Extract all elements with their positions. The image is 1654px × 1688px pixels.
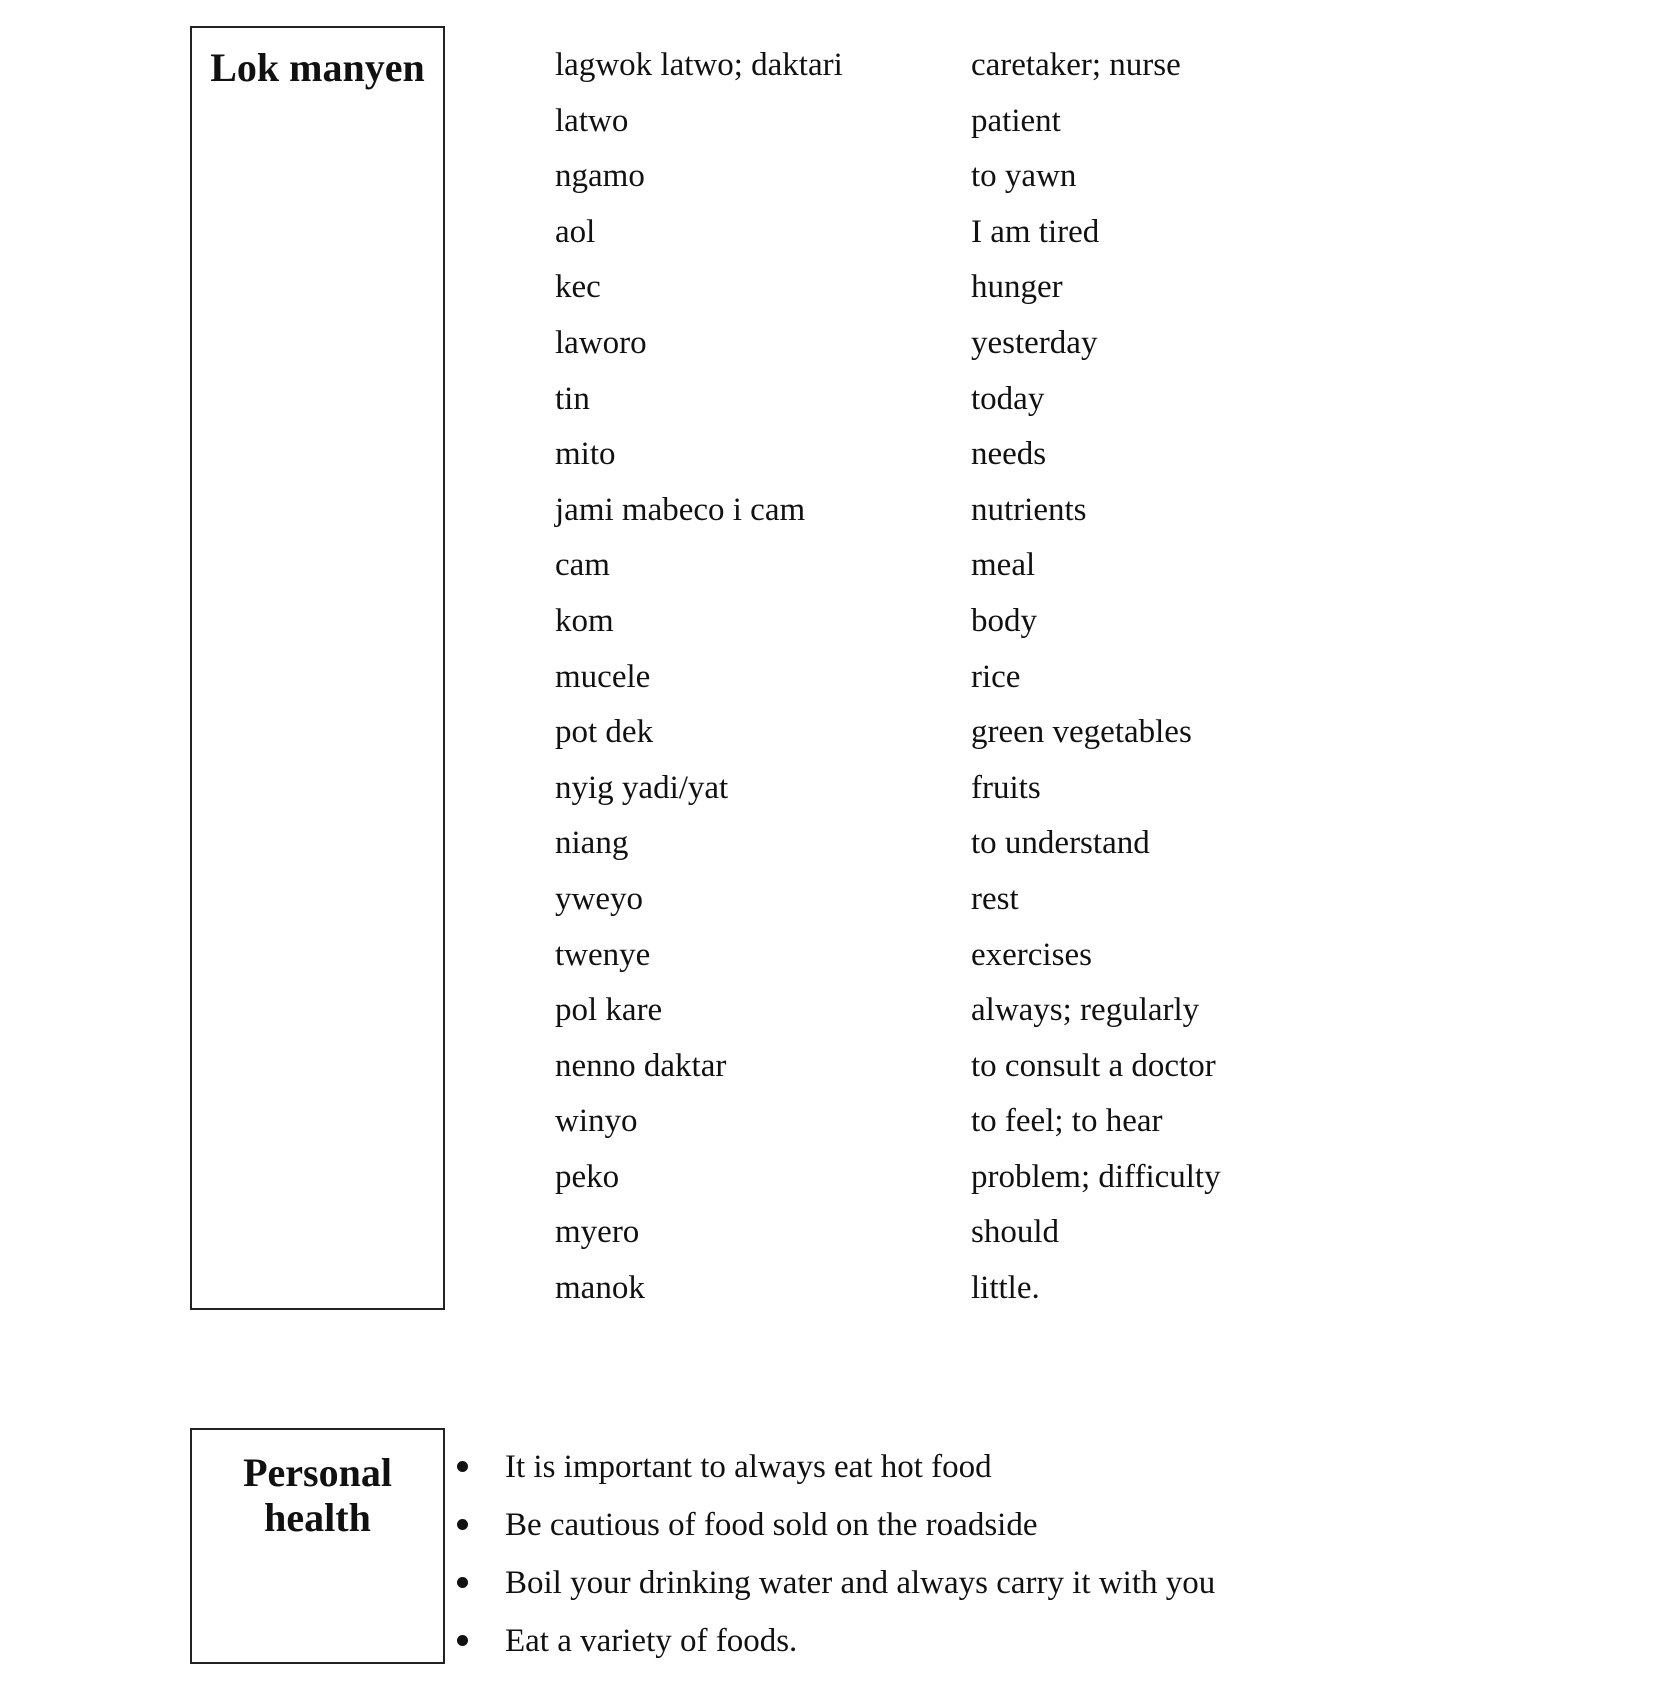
health-tips-list [455,1438,1215,1670]
vocab-term: tin [555,380,590,417]
vocab-term: mucele [555,658,651,695]
vocab-row [555,38,1221,94]
vocab-meaning: little. [971,1270,1040,1307]
vocab-row [555,427,1221,483]
vocab-term: kec [555,269,601,306]
vocab-row [555,705,1221,761]
vocab-row [555,983,1221,1039]
vocab-meaning: fruits [971,769,1041,806]
vocab-term: latwo [555,102,629,139]
vocab-term: twenye [555,936,651,973]
health-tip-text: Be cautious of food sold on the roadside [505,1507,1038,1543]
vocabulary-list [555,38,1221,1317]
vocab-row [555,149,1221,205]
vocab-row [555,650,1221,706]
vocab-row [555,1094,1221,1150]
personal-health-title-box [190,1428,445,1664]
vocab-meaning: problem; difficulty [971,1158,1221,1195]
vocab-term: kom [555,602,614,639]
vocab-meaning: rice [971,658,1021,695]
vocab-meaning: rest [971,880,1019,917]
vocab-term: mito [555,436,616,473]
vocab-meaning: meal [971,547,1036,584]
vocabulary-title-box [190,26,445,1310]
vocabulary-title: Lok manyen [210,45,425,90]
health-tip-item [455,1496,1215,1554]
vocab-row [555,94,1221,150]
bullet-icon [457,1635,468,1646]
bullet-icon [457,1577,468,1588]
health-tip-item [455,1554,1215,1612]
vocab-term: yweyo [555,880,643,917]
vocab-meaning: always; regularly [971,992,1200,1029]
vocab-term: niang [555,825,629,862]
vocab-meaning: to understand [971,825,1150,862]
vocab-meaning: exercises [971,936,1092,973]
vocab-term: laworo [555,324,647,361]
vocab-row [555,872,1221,928]
vocab-row [555,1039,1221,1095]
vocab-term: cam [555,547,610,584]
vocab-row [555,483,1221,539]
vocab-meaning: I am tired [971,213,1100,250]
vocab-row [555,1150,1221,1206]
personal-health-title [192,1450,443,1540]
vocab-meaning: patient [971,102,1061,139]
personal-health-title-line-2: health [264,1495,371,1540]
vocab-term: aol [555,213,596,250]
vocab-meaning: yesterday [971,324,1098,361]
vocab-term: lagwok latwo; daktari [555,47,843,83]
health-tip-item [455,1612,1215,1670]
bullet-icon [457,1461,468,1472]
personal-health-title-line-1: Personal [243,1450,392,1495]
vocab-meaning: caretaker; nurse [971,47,1181,83]
vocab-meaning: to consult a doctor [971,1047,1216,1084]
health-tip-item [455,1438,1215,1496]
health-tip-text: It is important to always eat hot food [505,1449,992,1485]
vocab-row [555,761,1221,817]
vocab-meaning: should [971,1214,1060,1251]
vocab-term: jami mabeco i cam [555,491,806,528]
vocab-term: myero [555,1214,640,1251]
vocab-row [555,928,1221,984]
vocab-meaning: to yawn [971,158,1077,195]
vocab-row [555,205,1221,261]
vocab-meaning: to feel; to hear [971,1103,1163,1140]
vocab-row [555,816,1221,872]
vocab-meaning: hunger [971,269,1063,306]
bullet-icon [457,1519,468,1530]
vocab-term: winyo [555,1103,638,1140]
vocab-term: manok [555,1270,645,1307]
vocab-meaning: green vegetables [971,714,1192,751]
health-tip-text: Eat a variety of foods. [505,1623,798,1659]
vocab-term: peko [555,1158,620,1195]
vocab-term: nyig yadi/yat [555,769,729,806]
health-tip-text: Boil your drinking water and always carry it with you [505,1565,1216,1601]
vocab-term: pol kare [555,992,663,1029]
vocab-row [555,260,1221,316]
vocab-meaning: nutrients [971,491,1087,528]
vocab-meaning: needs [971,436,1047,473]
vocab-row [555,594,1221,650]
vocab-row [555,1205,1221,1261]
vocab-term: ngamo [555,158,645,195]
vocab-meaning: body [971,602,1037,639]
vocab-row [555,1261,1221,1317]
vocab-row [555,372,1221,428]
vocab-row [555,538,1221,594]
vocab-term: pot dek [555,714,654,751]
vocab-meaning: today [971,380,1045,417]
vocab-row [555,316,1221,372]
vocab-term: nenno daktar [555,1047,727,1084]
